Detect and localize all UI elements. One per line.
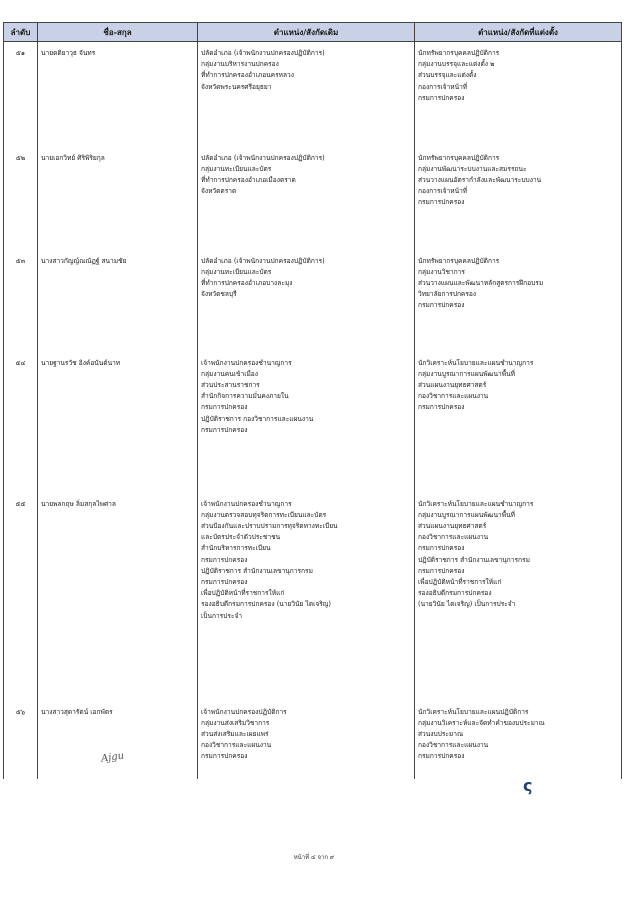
- table-header-row: [4, 23, 622, 42]
- position-line: รองอธิบดีกรมการปกครอง (นายวินัย ไตเจริญ): [201, 600, 331, 609]
- position-line: ส่วนประสานราชการ: [201, 380, 260, 389]
- row-number: ๕๖: [4, 701, 38, 779]
- position-line: ปลัดอำเภอ (เจ้าพนักงานปกครองปฏิบัติการ): [201, 153, 325, 162]
- table-row: [4, 701, 622, 779]
- position-line: เจ้าพนักงานปกครองชำนาญการ: [201, 499, 292, 508]
- position-line: เพื่อปฏิบัติหน้าที่ราชการให้แก่: [418, 577, 502, 586]
- position-line: สำนักกิจการความมั่นคงภายใน: [201, 392, 289, 401]
- table-row: [4, 42, 622, 147]
- position-line: กลุ่มงานบูรณาการแผนพัฒนาพื้นที่: [418, 510, 515, 519]
- page-footer: หน้าที่ ๔ จาก ๙: [293, 854, 335, 861]
- table-row: [4, 493, 622, 701]
- row-old-position: [198, 352, 415, 493]
- header-name: ชื่อ-สกุล: [38, 23, 198, 42]
- handwritten-signature-left: Ajgu: [100, 750, 125, 765]
- row-new-position: [415, 250, 622, 352]
- position-line: กรมการปกครอง: [418, 93, 465, 102]
- position-line: ส่วนแผนงานยุทธศาสตร์: [418, 521, 487, 530]
- position-line: กลุ่มงานวิชาการ: [418, 267, 465, 276]
- position-line: เป็นการประจำ: [201, 611, 243, 620]
- position-line: กลุ่มงานส่งเสริมวิชาการ: [201, 718, 270, 727]
- position-line: กรมการปกครอง: [201, 555, 248, 564]
- position-line: กองวิชาการและแผนงาน: [418, 392, 489, 401]
- row-name: นายฐานรวัช อิงค์อนันต์นาท: [38, 352, 198, 493]
- position-line: กลุ่มงานวิเคราะห์และจัดทำคำของบประมาณ: [418, 718, 545, 727]
- row-name: นายเอกวิทย์ ศิริพิริยกุล: [38, 147, 198, 250]
- position-line: กลุ่มงานพัฒนาระบบงานและสมรรถนะ: [418, 164, 527, 173]
- position-line: จังหวัดชลบุรี: [201, 290, 237, 299]
- position-line: กรมการปกครอง: [418, 752, 465, 761]
- position-line: กรมการปกครอง: [418, 566, 465, 575]
- position-line: กองการเจ้าหน้าที่: [418, 82, 468, 91]
- row-number: ๕๕: [4, 493, 38, 701]
- position-line: จังหวัดตราด: [201, 187, 237, 196]
- row-name: นายพลกฤษ ลิ่มสกุลไพศาล: [38, 493, 198, 701]
- position-line: กองการเจ้าหน้าที่: [418, 187, 468, 196]
- position-line: นักทรัพยากรบุคคลปฏิบัติการ: [418, 49, 500, 57]
- position-line: กลุ่มงานบรรจุและแต่งตั้ง ๒: [418, 60, 495, 69]
- position-line: นักวิเคราะห์นโยบายและแผนปฏิบัติการ: [418, 707, 529, 716]
- position-line: นักทรัพยากรบุคคลปฏิบัติการ: [418, 256, 500, 265]
- header-old-position: ตำแหน่ง/สังกัดเดิม: [198, 23, 415, 42]
- position-line: เพื่อปฏิบัติหน้าที่ราชการให้แก่: [201, 589, 285, 598]
- position-line: ที่ทำการปกครองอำเภอบางละมุง: [201, 278, 293, 287]
- position-line: วิทยาลัยการปกครอง: [418, 290, 477, 299]
- position-line: ส่วนวางแผนอัตรากำลังและพัฒนาระบบงาน: [418, 175, 542, 184]
- position-line: นักวิเคราะห์นโยบายและแผนชำนาญการ: [418, 358, 534, 367]
- position-line: รองอธิบดีกรมการปกครอง: [418, 589, 492, 598]
- table-row: [4, 352, 622, 493]
- position-line: จังหวัดพระนครศรีอยุธยา: [201, 82, 272, 91]
- position-line: ส่วนแผนงานยุทธศาสตร์: [418, 380, 487, 389]
- position-line: ปฏิบัติราชการ สำนักงานเลขานุการกรม: [201, 566, 313, 575]
- position-line: กองวิชาการและแผนงาน: [418, 741, 489, 750]
- row-old-position: [198, 701, 415, 779]
- position-line: ส่วนป้องกันและปราบปรามการทุจริตทางทะเบียน: [201, 521, 338, 530]
- position-line: กลุ่มงานตรวจสอบทุจริตการทะเบียนและบัตร: [201, 510, 327, 519]
- position-line: ส่วนงบประมาณ: [418, 729, 464, 738]
- row-old-position: [198, 147, 415, 250]
- appointment-table: [3, 22, 622, 779]
- position-line: นักทรัพยากรบุคคลปฏิบัติการ: [418, 153, 500, 162]
- position-line: ที่ทำการปกครองอำเภอนครหลวง: [201, 71, 294, 80]
- position-line: นักวิเคราะห์นโยบายและแผนชำนาญการ: [418, 499, 534, 508]
- row-new-position: [415, 147, 622, 250]
- position-line: กรมการปกครอง: [418, 403, 465, 412]
- row-old-position: [198, 250, 415, 352]
- position-line: ส่วนบรรจุและแต่งตั้ง: [418, 71, 477, 80]
- position-line: กลุ่มงานทะเบียนและบัตร: [201, 164, 272, 173]
- row-new-position: [415, 493, 622, 701]
- position-line: กรมการปกครอง: [201, 577, 248, 586]
- position-line: กลุ่มงานบูรณาการแผนพัฒนาพื้นที่: [418, 369, 515, 378]
- position-line: ปฏิบัติราชการ กองวิชาการและแผนงาน: [201, 414, 314, 423]
- position-line: ปลัดอำเภอ (เจ้าพนักงานปกครองปฏิบัติการ): [201, 256, 325, 265]
- position-line: กรมการปกครอง: [201, 403, 248, 412]
- row-new-position: [415, 42, 622, 147]
- position-line: (นายวินัย ไตเจริญ) เป็นการประจำ: [418, 600, 516, 609]
- position-line: กรมการปกครอง: [418, 198, 465, 207]
- position-line: ปลัดอำเภอ (เจ้าพนักงานปกครองปฏิบัติการ): [201, 49, 325, 57]
- position-line: และบัตรประจำตัวประชาชน: [201, 533, 281, 542]
- position-line: กองวิชาการและแผนงาน: [201, 741, 272, 750]
- table-row: [4, 250, 622, 352]
- position-line: ที่ทำการปกครองอำเภอเมืองตราด: [201, 175, 296, 184]
- position-line: กรมการปกครอง: [201, 752, 248, 761]
- row-number: ๕๒: [4, 147, 38, 250]
- row-new-position: [415, 701, 622, 779]
- position-line: เจ้าพนักงานปกครองปฏิบัติการ: [201, 707, 287, 716]
- position-line: ส่วนวางแผนและพัฒนาหลักสูตรการฝึกอบรม: [418, 278, 544, 287]
- row-old-position: [198, 42, 415, 147]
- header-no: ลำดับ: [4, 23, 38, 42]
- position-line: เจ้าพนักงานปกครองชำนาญการ: [201, 358, 292, 367]
- row-old-position: [198, 493, 415, 701]
- table-row: [4, 147, 622, 250]
- row-name: นายดติยาวุธ จันทร: [38, 42, 198, 147]
- row-new-position: [415, 352, 622, 493]
- position-line: ปฏิบัติราชการ สำนักงานเลขานุการกรม: [418, 555, 530, 564]
- row-number: ๕๔: [4, 352, 38, 493]
- position-line: ส่วนส่งเสริมและเผยแพร่: [201, 729, 269, 738]
- position-line: กองวิชาการและแผนงาน: [418, 533, 489, 542]
- row-number: ๕๑: [4, 42, 38, 147]
- handwritten-signature-right: ς: [523, 776, 533, 795]
- row-number: ๕๓: [4, 250, 38, 352]
- position-line: กลุ่มงานบริหารงานปกครอง: [201, 60, 279, 69]
- position-line: กลุ่มงานทะเบียนและบัตร: [201, 267, 272, 276]
- position-line: สำนักบริหารการทะเบียน: [201, 544, 271, 553]
- position-line: กรมการปกครอง: [418, 544, 465, 553]
- header-new-position: ตำแหน่ง/สังกัดที่แต่งตั้ง: [415, 23, 622, 42]
- row-name: นางสาวกัญญ์ณณัฏฐ์ สนามชัย: [38, 250, 198, 352]
- position-line: กรมการปกครอง: [418, 301, 465, 310]
- position-line: กลุ่มงานคนเข้าเมือง: [201, 369, 258, 378]
- row-name: นางสาวสุดารัตน์ เอกพัตร: [38, 701, 198, 779]
- position-line: กรมการปกครอง: [201, 425, 248, 434]
